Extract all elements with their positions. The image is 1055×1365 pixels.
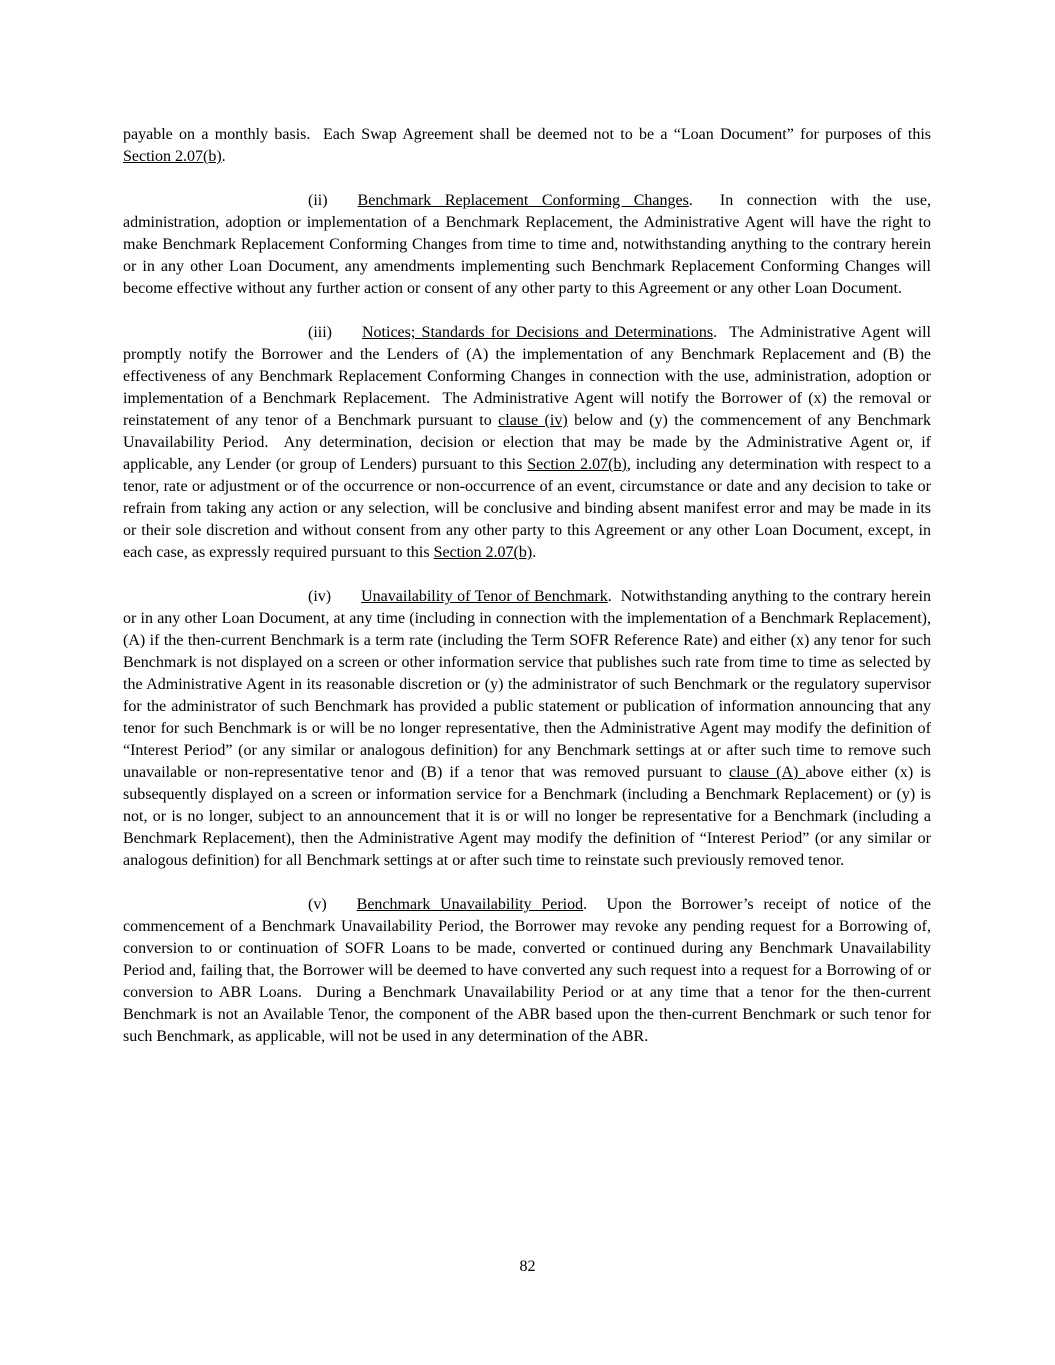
text-run: . [221, 148, 226, 165]
underlined-text-run: clause (A) [729, 764, 806, 781]
underlined-text-run: clause (iv) [498, 412, 568, 429]
page-number: 82 [519, 1258, 536, 1275]
text-run: . [532, 544, 537, 561]
text-run: (iv) [308, 588, 332, 605]
text-run: payable on a monthly basis. Each Swap Agreement shall be deemed not to be a “Loan Document” for purposes of this [123, 126, 931, 143]
paragraph-v [123, 894, 931, 1048]
paragraph-continuation [123, 124, 931, 168]
paragraph-iii [123, 322, 931, 564]
underlined-text-run: Benchmark Replacement Conforming Changes [357, 192, 689, 209]
text-run: below and (y) the commencement of any Benchmark Unavailability Period. Any determination, decision or election that may be made by the Administrative Agent or, if applicable, any Lender (or group of Lenders) pursuant to this [123, 412, 932, 473]
underlined-text-run: Benchmark Unavailability Period [356, 896, 584, 913]
text-run: . In connection with the use, administration, adoption or implementation of a Benchmark Replacement, the Administrative Agent will have the right to make Benchmark Replacement Conforming Changes from time to time and, notwithstanding anything to the contrary herein or in any other Loan Document, any amendments implementing such Benchmark Replacement Conforming Changes will become effective without any further action or consent of any other party to this Agreement or any other Loan Document. [123, 192, 932, 297]
text-run: (v) [308, 896, 327, 913]
paragraph-iv [123, 586, 931, 872]
text-run: (ii) [308, 192, 328, 209]
underlined-text-run: Unavailability of Tenor of Benchmark [361, 588, 608, 605]
text-run: . The Administrative Agent will promptly notify the Borrower and the Lenders of (A) the implementation of any Benchmark Replacement and (B) the effectiveness of any Benchmark Replacement Conforming Changes in connection with the use, administration, adoption or implementation of a Benchmark Replacement. The Administrative Agent will notify the Borrower of (x) the removal or reinstatement of any tenor of a Benchmark pursuant to [123, 324, 932, 429]
text-run: , including any determination with respect to a tenor, rate or adjustment or of the occurrence or non-occurrence of an event, circumstance or date and any decision to take or refrain from taking any action or any selection, will be conclusive and binding absent manifest error and may be made in its or their sole discretion and without consent from any other party to this Agreement or any other Loan Document, except, in each case, as expressly required pursuant to this [123, 456, 932, 561]
text-run: (iii) [308, 324, 332, 341]
underlined-text-run: Section 2.07(b) [123, 148, 222, 165]
document-body [123, 124, 931, 1070]
underlined-text-run: Notices; Standards for Decisions and Determinations [362, 324, 714, 341]
text-run: . Upon the Borrower’s receipt of notice of the commencement of a Benchmark Unavailability Period, the Borrower may revoke any pending request for a Borrowing of, conversion to or continuation of SOFR Loans to be made, converted or continued during any Benchmark Unavailability Period and, failing that, the Borrower will be deemed to have converted any such request into a request for a Borrowing of or conversion to ABR Loans. During a Benchmark Unavailability Period or at any time that a tenor for the then-current Benchmark is not an Available Tenor, the component of the ABR based upon the then-current Benchmark or such tenor for such Benchmark, as applicable, will not be used in any determination of the ABR. [123, 896, 932, 1045]
paragraph-ii [123, 190, 931, 300]
underlined-text-run: Section 2.07(b) [527, 456, 627, 473]
text-run: . Notwithstanding anything to the contrary herein or in any other Loan Document, at any time (including in connection with the implementation of a Benchmark Replacement), (A) if the then-current Benchmark is a term rate (including the Term SOFR Reference Rate) and either (x) any tenor for such Benchmark is not displayed on a screen or other information service that publishes such rate from time to time as selected by the Administrative Agent in its reasonable discretion or (y) the administrator of such Benchmark or the regulatory supervisor for the administrator of such Benchmark has provided a public statement or publication of information announcing that any tenor for such Benchmark is or will be no longer representative, then the Administrative Agent may modify the definition of “Interest Period” (or any similar or analogous definition) for any Benchmark settings at or after such time to remove such unavailable or non-representative tenor and (B) if a tenor that was removed pursuant to [123, 588, 932, 781]
text-run: above either (x) is subsequently displayed on a screen or information service for a Benchmark (including a Benchmark Replacement) or (y) is not, or is no longer, subject to an announcement that it is or will no longer be representative for a Benchmark (including a Benchmark Replacement), then the Administrative Agent may modify the definition of “Interest Period” (or any similar or analogous definition) for all Benchmark settings at or after such time to reinstate such previously removed tenor. [123, 764, 932, 869]
underlined-text-run: Section 2.07(b) [433, 544, 533, 561]
